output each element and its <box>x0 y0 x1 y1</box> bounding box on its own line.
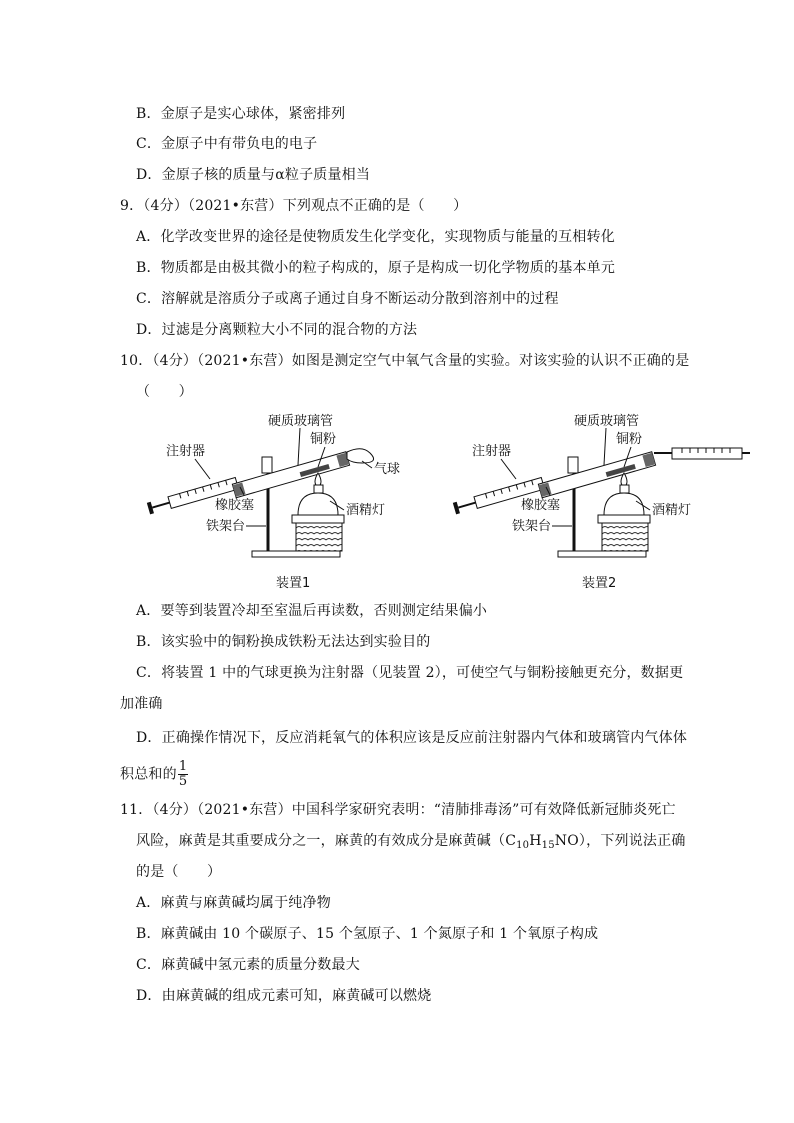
q10-option-a: A．要等到装置冷却至室温后再读数，否则测定结果偏小 <box>136 603 488 619</box>
glass-tube-2 <box>538 452 655 498</box>
label-syringe-2: 注射器 <box>472 444 512 459</box>
q10-option-d-line1: D．正确操作情况下，反应消耗氧气的体积应该是反应前注射器内气体和玻璃管内气体体 <box>136 730 688 746</box>
q10-stem-bracket: （ ） <box>136 384 193 400</box>
q10-figure <box>140 405 750 595</box>
lamp-1 <box>292 473 344 523</box>
balloon-1 <box>347 449 374 463</box>
label-copper-1: 铜粉 <box>310 432 337 447</box>
label-lamp-2: 酒精灯 <box>652 503 692 518</box>
q11-stem-line1: 11．（4分）（2021•东营）中国科学家研究表明：“清肺排毒汤”可有效降低新冠肺炎死亡 <box>120 802 676 818</box>
q8-option-d: D．金原子核的质量与α粒子质量相当 <box>136 167 371 183</box>
q10-option-d-text: 积总和的 <box>120 766 177 783</box>
label-stand-2: 铁架台 <box>512 519 552 534</box>
stand-clamp <box>568 457 578 473</box>
q10-option-d-line2 <box>120 760 188 789</box>
glass-tube-1 <box>232 452 349 498</box>
q9-option-c: C．溶解就是溶质分子或离子通过自身不断运动分散到溶剂中的过程 <box>136 291 559 307</box>
subscript-hydrogen: 15 <box>541 840 555 851</box>
label-tube-2: 硬质玻璃管 <box>574 414 640 429</box>
q10-stem: 10．（4分）（2021•东营）如图是测定空气中氧气含量的实验。对该实验的认识不正确的是 <box>120 353 690 369</box>
q10-option-b: B．该实验中的铜粉换成铁粉无法达到实验目的 <box>136 634 431 650</box>
apparatus-1 <box>147 413 400 591</box>
fraction-denominator: 5 <box>178 774 188 789</box>
q9-stem: 9．（4分）（2021•东营）下列观点不正确的是（ ） <box>120 198 468 214</box>
stand-base <box>252 551 340 557</box>
syringe-2-right <box>654 447 750 459</box>
q9-option-a: A．化学改变世界的途径是使物质发生化学变化，实现物质与能量的互相转化 <box>136 229 615 245</box>
q10-option-c-line1: C．将装置 1 中的气球更换为注射器（见装置 2），可使空气与铜粉接触更充分，数据更 <box>136 665 684 681</box>
q9-option-d: D．过滤是分离颗粒大小不同的混合物的方法 <box>136 322 418 338</box>
caption-2: 装置2 <box>582 576 617 591</box>
q11-option-b: B．麻黄碱由 10 个碳原子、15 个氢原子、1 个氮原子和 1 个氧原子构成 <box>136 926 599 942</box>
hydrogen-symbol: H <box>529 833 542 849</box>
q11-stem-text: 风险，麻黄是其重要成分之一，麻黄的有效成分是麻黄碱（C <box>136 833 517 849</box>
subscript-carbon: 10 <box>516 840 530 851</box>
apparatus-2 <box>453 413 750 591</box>
label-copper-2: 铜粉 <box>616 432 643 447</box>
fraction-numerator: 1 <box>178 759 188 774</box>
label-balloon-1: 气球 <box>374 462 401 477</box>
q9-option-b: B．物质都是由极其微小的粒子构成的，原子是构成一切化学物质的基本单元 <box>136 260 616 276</box>
label-stopper-1: 橡胶塞 <box>215 498 255 513</box>
q11-option-c: C．麻黄碱中氢元素的质量分数最大 <box>136 957 360 973</box>
wood-block-1 <box>296 523 342 551</box>
stand-clamp <box>262 457 272 473</box>
q11-option-d: D．由麻黄碱的组成元素可知，麻黄碱可以燃烧 <box>136 988 432 1004</box>
label-stopper-2: 橡胶塞 <box>521 498 561 513</box>
fraction-one-fifth <box>178 760 188 789</box>
q11-stem-end: NO），下列说法正确 <box>554 833 686 849</box>
lamp-2 <box>598 473 650 523</box>
q11-stem-line2 <box>136 831 686 851</box>
label-stand-1: 铁架台 <box>206 519 246 534</box>
q10-option-c-line2: 加准确 <box>120 696 163 712</box>
q11-option-a: A．麻黄与麻黄碱均属于纯净物 <box>136 895 331 911</box>
stand-base <box>558 551 646 557</box>
q8-option-b: B．金原子是实心球体，紧密排列 <box>136 106 346 122</box>
label-lamp-1: 酒精灯 <box>346 503 386 518</box>
caption-1: 装置1 <box>276 576 311 591</box>
label-syringe-1: 注射器 <box>166 444 206 459</box>
q11-stem-line3: 的是（ ） <box>136 864 222 880</box>
label-tube-1: 硬质玻璃管 <box>268 414 334 429</box>
q8-option-c: C．金原子中有带负电的电子 <box>136 136 318 152</box>
wood-block-2 <box>602 523 648 551</box>
